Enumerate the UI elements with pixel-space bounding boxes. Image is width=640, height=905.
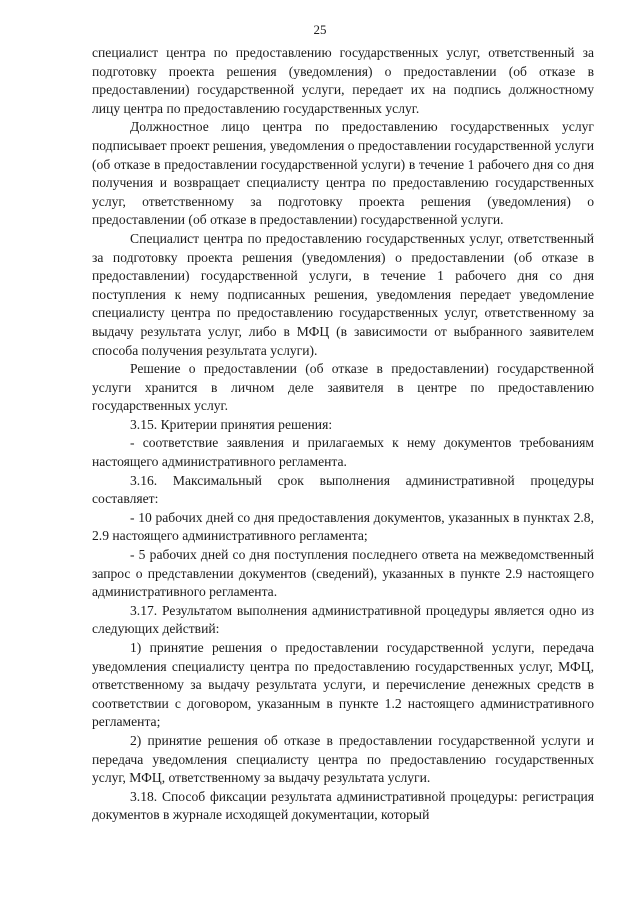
paragraph-3-16-term-5-days: - 5 рабочих дней со дня поступления последнего ответа на межведомственный запрос о представлении документов (сведений), указанных в пункте 2.9 настоящего административного регламента. [92, 547, 594, 600]
paragraph-decision-storage: Решение о предоставлении (об отказе в предоставлении) государственной услуги хранится в личном деле заявителя в центре по предоставлению государственных услуг. [92, 361, 594, 414]
paragraph-official-signs: Должностное лицо центра по предоставлению государственных услуг подписывает проект решения, уведомления о предоставлении государственной услуги (об отказе в предоставлении государственной услуги) в течение 1 рабочего дня со дня получения и возвращает специалисту центра по предоставлению государственных услуг, ответственному за подготовку проекта решения (уведомления) о предоставлении (об отказе в предоставлении) государственной услуги. [92, 119, 594, 228]
paragraph-3-17-option-1: 1) принятие решения о предоставлении государственной услуги, передача уведомления специалисту центра по предоставлению государственных услуг, МФЦ, ответственному за выдачу результата услуги, и перечисление денежных средств в соответствии с договором, указанным в пункте 1.2 настоящего административного регламента; [92, 640, 594, 730]
paragraph-3-17-heading: 3.17. Результатом выполнения административной процедуры является одно из следующих действий: [92, 602, 594, 637]
page-number: 25 [313, 22, 327, 37]
paragraph-specialist-forwards-notice: Специалист центра по предоставлению государственных услуг, ответственный за подготовку проекта решения (уведомления) о предоставлении (об отказе в предоставлении) государственной услуги, в течение 1 рабочего дня со дня поступления к нему подписанных решения, уведомления передает уведомление специалисту центра по предоставлению государственных услуг, ответственному за выдачу результата услуг, либо в МФЦ (в зависимости от выбранного заявителем способа получения результата услуги). [92, 230, 594, 358]
paragraph-3-18: 3.18. Способ фиксации результата административной процедуры: регистрация документов в журнале исходящей документации, который [92, 788, 594, 823]
paragraph-specialist-transfers-for-signature: специалист центра по предоставлению государственных услуг, ответственный за подготовку проекта решения (уведомления) о предоставлении (об отказе в предоставлении) государственной услуги, передает их на подпись должностному лицу центра по предоставлению государственных услуг. [92, 45, 594, 116]
document-body [92, 44, 594, 825]
paragraph-3-17-option-2: 2) принятие решения об отказе в предоставлении государственной услуги и передача уведомления специалисту центра по предоставлению государственных услуг, МФЦ, ответственному за выдачу результата услуги. [92, 732, 594, 786]
paragraph-3-15-heading: 3.15. Критерии принятия решения: [130, 416, 333, 432]
paragraph-3-15-criterion: - соответствие заявления и прилагаемых к нему документов требованиям настоящего административного регламента. [92, 435, 594, 470]
paragraph-3-16-term-10-days: - 10 рабочих дней со дня предоставления документов, указанных в пунктах 2.8, 2.9 настоящего административного регламента; [92, 509, 594, 544]
paragraph-3-16-heading: 3.16. Максимальный срок выполнения административной процедуры составляет: [92, 472, 594, 507]
